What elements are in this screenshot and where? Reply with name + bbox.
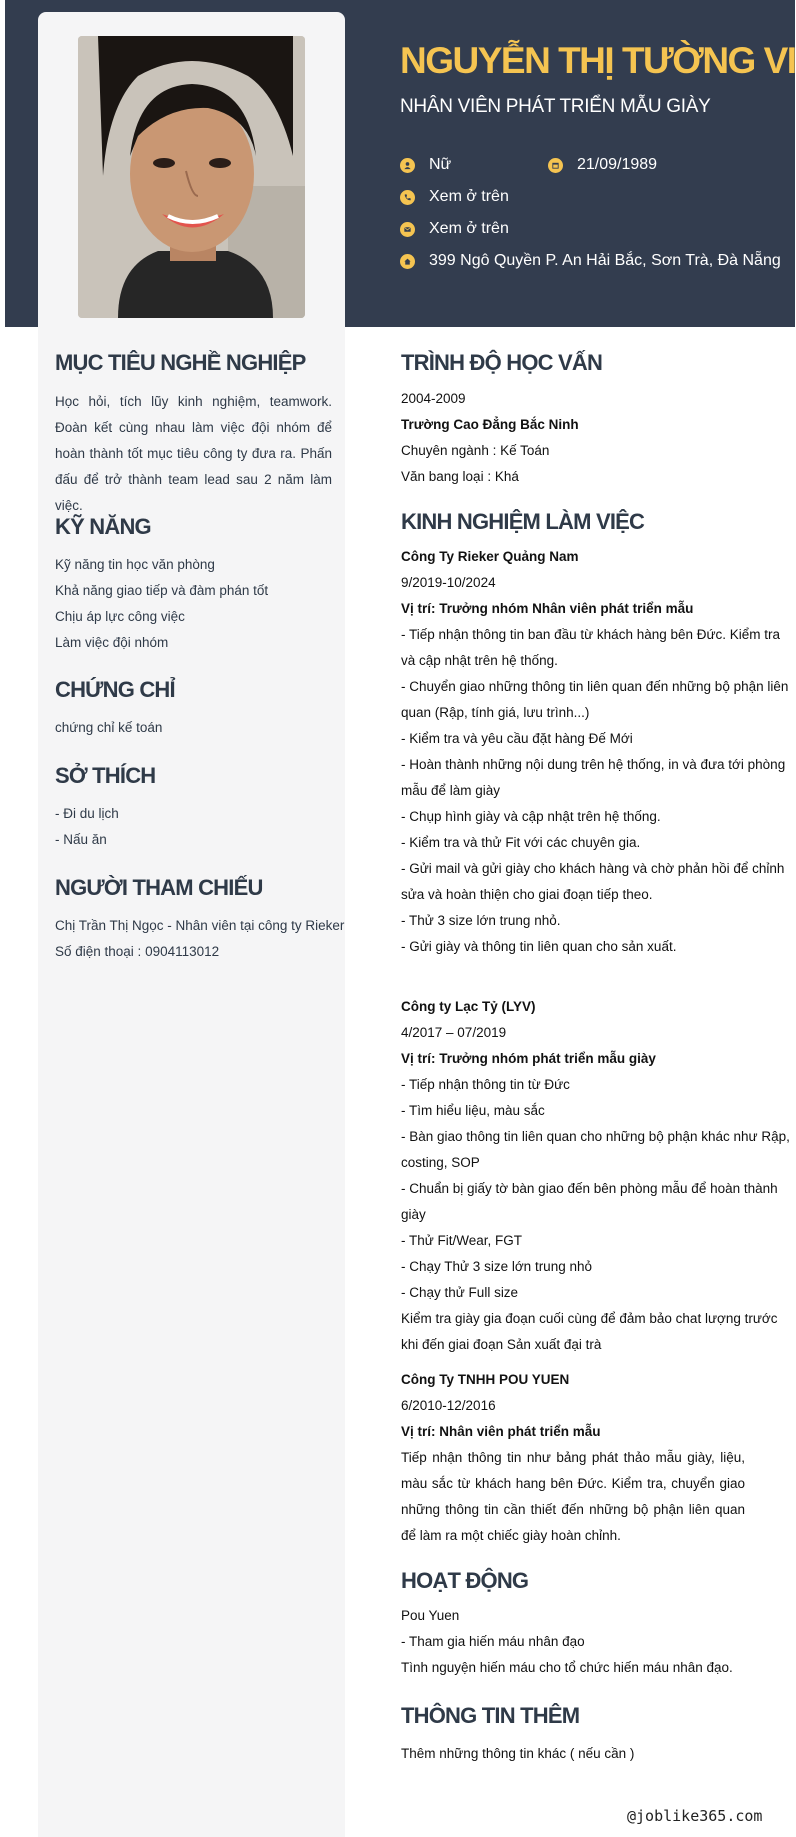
job-duty-line: quan (Rập, tính giá, lưu trình...) [401,705,590,720]
job-duty-line: - Chạy thử Full size [401,1285,519,1300]
job-duty-line: - Chụp hình giày và cập nhật trên hệ thống. [401,809,661,824]
objective-title: MỤC TIÊU NGHỀ NGHIỆP [55,350,306,375]
candidate-name: NGUYỄN THỊ TƯỜNG VI [400,40,796,81]
reference-item: Chị Trần Thị Ngọc - Nhân viên tại công ty Rieker [55,918,345,933]
job-duty-line: - Kiểm tra và thử Fit với các chuyên gia. [401,835,641,850]
job-duty-line: - Thử Fit/Wear, FGT [401,1233,523,1248]
job-entry-rieker [401,544,788,960]
job-duty-line: - Gửi giày và thông tin liên quan cho sản xuất. [401,939,677,954]
additional-info-line: Thêm những thông tin khác ( nếu cần ) [401,1746,635,1761]
job-duty-line: và cập nhật trên hệ thống. [401,653,558,668]
education-major: Chuyên ngành : Kế Toán [401,443,550,458]
job-duty-line: - Chạy Thử 3 size lớn trung nhỏ [401,1259,592,1274]
job-period: 4/2017 – 07/2019 [401,1025,507,1040]
certificates-list [55,715,162,741]
job-description: Tiếp nhận thông tin như bảng phát thảo mẫu giày, liệu, màu sắc từ khách hang bên Đức. Kiểm tra, chuyển giao những thông tin cần thiết đến những bộ phận liên quan để làm ra một chiếc giày hoàn chỉnh. [401,1450,745,1543]
job-duty-line: - Gửi mail và gửi giày cho khách hàng và chờ phản hồi để chỉnh [401,861,785,876]
home-icon [400,254,415,269]
skill-item: Kỹ năng tin học văn phòng [55,557,215,572]
person-icon [400,158,415,173]
activity-line: - Tham gia hiến máu nhân đạo [401,1634,585,1649]
job-period: 9/2019-10/2024 [401,575,496,590]
job-duty-line: - Tiếp nhận thông tin ban đầu từ khách hàng bên Đức. Kiểm tra [401,627,781,642]
profile-photo [78,36,305,318]
address-row [400,252,781,270]
job-duty-line: - Chuẩn bị giấy tờ bàn giao đến bên phòng mẫu để hoàn thành [401,1181,778,1196]
activity-line: Tình nguyện hiến máu cho tổ chức hiến máu nhân đạo. [401,1660,733,1675]
job-duty-line: giày [401,1207,426,1222]
job-company: Công Ty Rieker Quảng Nam [401,549,579,564]
certificate-item: chứng chỉ kế toán [55,720,163,735]
activity-line: Pou Yuen [401,1608,460,1623]
job-duty-line: - Bàn giao thông tin liên quan cho những bộ phận khác như Rập, [401,1129,790,1144]
envelope-icon [400,222,415,237]
job-company: Công Ty TNHH POU YUEN [401,1372,570,1387]
education-block [401,386,579,490]
hobbies-title: SỞ THÍCH [55,763,156,788]
skill-item: Làm việc đội nhóm [55,635,169,650]
job-position: Vị trí: Trưởng nhóm phát triển mẫu giày [401,1051,656,1066]
job-duty-line: - Thử 3 size lớn trung nhỏ. [401,913,561,928]
job-duty-line: - Tiếp nhận thông tin từ Đức [401,1077,570,1092]
hobby-item: - Nấu ăn [55,832,107,847]
activities-list [401,1603,733,1681]
job-duty-line: sửa và hoàn thiện cho giai đoạn tiếp theo. [401,887,653,902]
job-duty-line: mẫu để làm giày [401,783,501,798]
hobbies-list [55,801,119,853]
job-entry-pou-yuen [401,1367,601,1445]
email-value: Xem ở trên [429,220,509,237]
phone-row [400,188,509,206]
additional-info-list [401,1741,634,1767]
additional-info-title: THÔNG TIN THÊM [401,1703,580,1728]
certificates-title: CHỨNG CHỈ [55,677,175,702]
job-period: 6/2010-12/2016 [401,1398,496,1413]
email-row [400,220,509,238]
job-duty-line: costing, SOP [401,1155,480,1170]
job-duty-line: - Chuyển giao những thông tin liên quan đến những bộ phận liên [401,679,789,694]
address-value: 399 Ngô Quyền P. An Hải Bắc, Sơn Trà, Đà Nẵng [429,252,781,269]
job-duty-line: Kiểm tra giày gia đoạn cuối cùng để đảm bảo chat lượng trước [401,1311,778,1326]
gender-row [400,156,451,174]
education-title: TRÌNH ĐỘ HỌC VẤN [401,350,603,375]
references-list [55,913,344,965]
gender-value: Nữ [429,156,452,173]
phone-value: Xem ở trên [429,188,509,205]
job-entry-lac-ty [401,994,790,1358]
calendar-icon [548,158,563,173]
birthdate-value: 21/09/1989 [577,156,658,173]
education-period: 2004-2009 [401,391,466,406]
candidate-job-title: NHÂN VIÊN PHÁT TRIỂN MẪU GIÀY [400,96,711,117]
education-school: Trường Cao Đẳng Bắc Ninh [401,417,579,432]
hobby-item: - Đi du lịch [55,806,119,821]
activities-title: HOẠT ĐỘNG [401,1568,529,1593]
skill-item: Chịu áp lực công việc [55,609,185,624]
job-company: Công ty Lạc Tỷ (LYV) [401,999,536,1014]
reference-item: Số điện thoại : 0904113012 [55,944,220,959]
experience-title: KINH NGHIỆM LÀM VIỆC [401,509,645,534]
skills-list [55,552,268,656]
skill-item: Khả năng giao tiếp và đàm phán tốt [55,583,269,598]
job-position: Vị trí: Nhân viên phát triển mẫu [401,1424,601,1439]
job-duty-line: - Tìm hiểu liệu, màu sắc [401,1103,545,1118]
job-duty-line: khi đến giai đoạn Sản xuất đại trà [401,1337,602,1352]
phone-icon [400,190,415,205]
education-degree: Văn bang loại : Khá [401,469,519,484]
skills-title: KỸ NĂNG [55,514,151,539]
job-duty-line: - Hoàn thành những nội dung trên hệ thống, in và đưa tới phòng [401,757,786,772]
job-position: Vị trí: Trưởng nhóm Nhân viên phát triển mẫu [401,601,694,616]
job-duty-line: - Kiểm tra và yêu cầu đặt hàng Đế Mới [401,731,633,746]
footer-watermark: @joblike365.com [627,1807,763,1825]
references-title: NGƯỜI THAM CHIẾU [55,875,263,900]
birthdate-row [548,156,657,174]
objective-text: Học hỏi, tích lũy kinh nghiệm, teamwork. Đoàn kết cùng nhau làm việc đội nhóm để hoàn thành tốt mục tiêu công ty đưa ra. Phấn đấu để trở thành team lead sau 2 năm làm việc. [55,394,332,513]
